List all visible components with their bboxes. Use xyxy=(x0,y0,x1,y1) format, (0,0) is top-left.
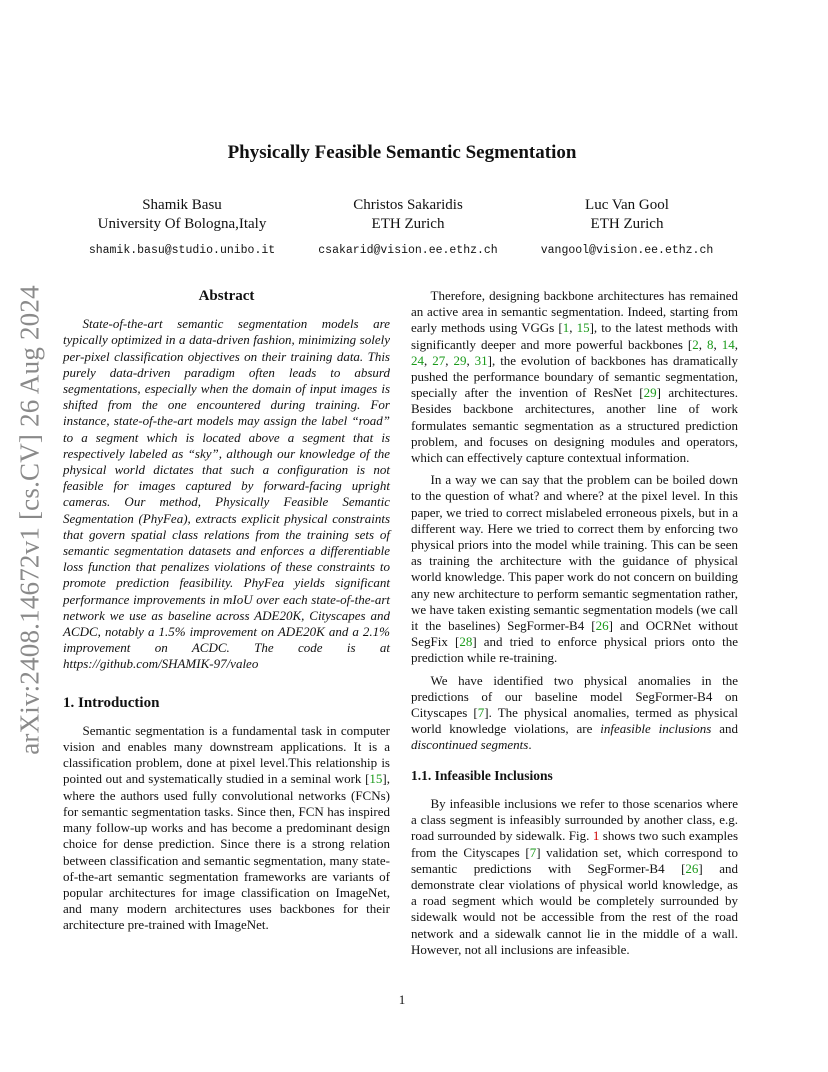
subsection-paragraph-1 xyxy=(411,796,738,958)
author-affiliation: University Of Bologna,Italy xyxy=(97,216,267,232)
text-run: ], where the authors used fully convolutional networks (FCNs) for semantic segmentation tasks. Since then, FCN has inspired many follow-up works and has become a predominant design choice for dense prediction. Since there is a strong relation between classification and semantic segmentation, many state-of-the-art semantic segmentation frameworks are variants of popular architectures for image classification on ImageNet, and many modern architectures uses backbones for their architecture pre-trained with ImageNet. xyxy=(63,771,390,933)
citation-link[interactable]: 8 xyxy=(707,336,714,352)
text-run: ] and demonstrate clear violations of physical world knowledge, as a road segment which would be completely surrounded by sidewalk would not be accessible from the rest of the road network and a sidewalk cannot lie in the middle of a wall. However, not all inclusions are infeasible. xyxy=(411,860,738,957)
right-column xyxy=(411,288,738,964)
author-3 xyxy=(507,196,747,260)
author-email[interactable]: vangool@vision.ee.ethz.ch xyxy=(540,244,714,257)
text-run: ], the evolution of backbones has dramatically pushed the performance boundary of semantic segmentation, specially after the invention of ResNet [ xyxy=(411,352,739,401)
author-2 xyxy=(288,196,528,260)
abstract-heading: Abstract xyxy=(198,288,255,304)
citation-link[interactable]: 1 xyxy=(562,320,570,336)
citation-link[interactable]: 28 xyxy=(459,634,473,650)
intro-paragraph-2: Therefore, designing backbone architectures has remained an active area in semantic segmentation. Indeed, starting from early methods using VGGs [1, 15], to the latest methods with significantly deeper and more powerful backbones [2, 8, 14, 24, 27, 29, 31], the evolution of backbones has dramatically pushed the performance boundary of semantic segmentation, specially after the invention of ResNet [29] architectures. Besides backbone architectures, another line of work formulates semantic segmentation as a structured prediction problem, and focuses on designing modules and operators, which can effectively capture contextual information. xyxy=(411,288,739,466)
text-run: ], to the latest methods with significantly deeper and more powerful backbones [ xyxy=(411,320,739,352)
text-run: By infeasible inclusions we refer to those scenarios where a class segment is infeasibly surrounded by another class, e.g. road surrounded by sidewalk. Fig. xyxy=(411,795,738,844)
citation-link[interactable]: 7 xyxy=(477,705,485,721)
citation-link[interactable]: 15 xyxy=(369,771,383,787)
author-email[interactable]: csakarid@vision.ee.ethz.ch xyxy=(318,244,498,257)
text-run: shows two such examples from the Cityscapes [ xyxy=(411,828,738,860)
figure-link[interactable]: 1 xyxy=(592,828,600,844)
author-email[interactable]: shamik.basu@studio.unibo.it xyxy=(88,244,276,257)
citation-link[interactable]: 14 xyxy=(721,336,735,352)
arxiv-id[interactable]: arXiv:2408.14672v1 [cs.CV] 26 Aug 2024 xyxy=(14,285,45,755)
text-run: . xyxy=(528,737,532,753)
left-column xyxy=(63,288,390,940)
section-heading-introduction: 1. Introduction xyxy=(63,694,160,711)
citation-link[interactable]: 27 xyxy=(432,352,446,368)
subsection-heading-infeasible-inclusions: 1.1. Infeasible Inclusions xyxy=(411,767,553,783)
emphasis: discontinued segments xyxy=(411,737,529,753)
intro-paragraph-4 xyxy=(411,673,738,754)
citation-link[interactable]: 15 xyxy=(576,320,590,336)
text-run: In a way we can say that the problem can be boiled down to the question of what? and where? at the pixel level. In this paper, we tried to correct mislabeled erroneous pixels, but in a different way. Here we tried to correct them by enforcing two physical priors into the model while training. This can be seen as training the architecture with the guidance of physical world knowledge. This paper work do not concern on building any new architecture to perform semantic segmentation rather, we have taken existing semantic segmentation models (we call it the baselines) SegFormer-B4 [ xyxy=(411,472,738,634)
citation-link[interactable]: 2 xyxy=(692,336,699,352)
citation-link[interactable]: 26 xyxy=(595,618,609,634)
text-run: ] and OCRNet without SegFix [ xyxy=(411,618,738,650)
emphasis: infeasible inclusions xyxy=(600,721,712,737)
author-affiliation: ETH Zurich xyxy=(590,216,664,232)
author-1 xyxy=(62,196,302,260)
citation-link[interactable]: 24 xyxy=(411,352,424,368)
text-run: ] and tried to enforce physical priors onto the prediction while re-training. xyxy=(411,634,739,666)
page-number: 1 xyxy=(398,992,406,1007)
text-run: and xyxy=(711,721,738,737)
text-run: We have identified two physical anomalies in the predictions of our baseline model SegFormer-B4 on Cityscapes [ xyxy=(411,672,738,721)
author-name: Luc Van Gool xyxy=(585,197,669,213)
text-run: Therefore, designing backbone architectures has remained an active area in semantic segmentation. Indeed, starting from early methods using VGGs [ xyxy=(411,288,738,336)
text-run: ] architectures. Besides backbone architectures, another line of work formulates semantic segmentation as a structured prediction problem, and focuses on designing modules and operators, which can effectively capture contextual information. xyxy=(411,385,738,466)
arxiv-watermark xyxy=(10,280,50,760)
text-run: ]. The physical anomalies, termed as physical world knowledge violations, are xyxy=(411,705,738,737)
citation-link[interactable]: 29 xyxy=(643,385,657,401)
intro-paragraph-1 xyxy=(63,723,390,934)
citation-link[interactable]: 26 xyxy=(685,860,699,876)
author-name: Shamik Basu xyxy=(142,197,222,213)
author-name: Christos Sakaridis xyxy=(353,197,463,213)
author-affiliation: ETH Zurich xyxy=(371,216,445,232)
citation-link[interactable]: 7 xyxy=(529,844,537,860)
paper-title: Physically Feasible Semantic Segmentation xyxy=(227,142,577,163)
text-run: Semantic segmentation is a fundamental task in computer vision and enables many downstream applications. It is a classification problem, done at pixel level.This relationship is pointed out and systematically studied in a seminal work [ xyxy=(63,722,390,787)
intro-paragraph-3 xyxy=(411,472,738,666)
citation-link[interactable]: 29 xyxy=(453,352,467,368)
abstract-text: State-of-the-art semantic segmentation models are typically optimized in a data-driven fashion, minimizing solely per-pixel classification objectives on their training data. This purely data-driven paradigm often leads to absurd segmentations, especially when the domain of input images is shifted from the one encountered during training. For instance, state-of-the-art models may assign the label “road” to a segment which is located above a segment that is respectively labeled as “sky”, although our knowledge of the physical world dictates that such a configuration is not feasible for images captured by forward-facing upright cameras. Our method, Physically Feasible Semantic Segmentation (PhyFea), extracts explicit physical constraints that govern spatial class relations from the training sets of semantic segmentation datasets and enforces a differentiable loss function that penalizes violations of these constraints to promote prediction feasibility. PhyFea yields significant performance improvements in mIoU over each state-of-the-art network we use as baseline across ADE20K, Cityscapes and ACDC, notably a 1.5% improvement on ADE20K and a 2.1% improvement on ACDC. The code is at https://github.com/SHAMIK-97/valeo xyxy=(63,316,390,672)
citation-link[interactable]: 31 xyxy=(474,352,488,368)
text-run: ] validation set, which correspond to semantic predictions with SegFormer-B4 [ xyxy=(411,844,738,876)
